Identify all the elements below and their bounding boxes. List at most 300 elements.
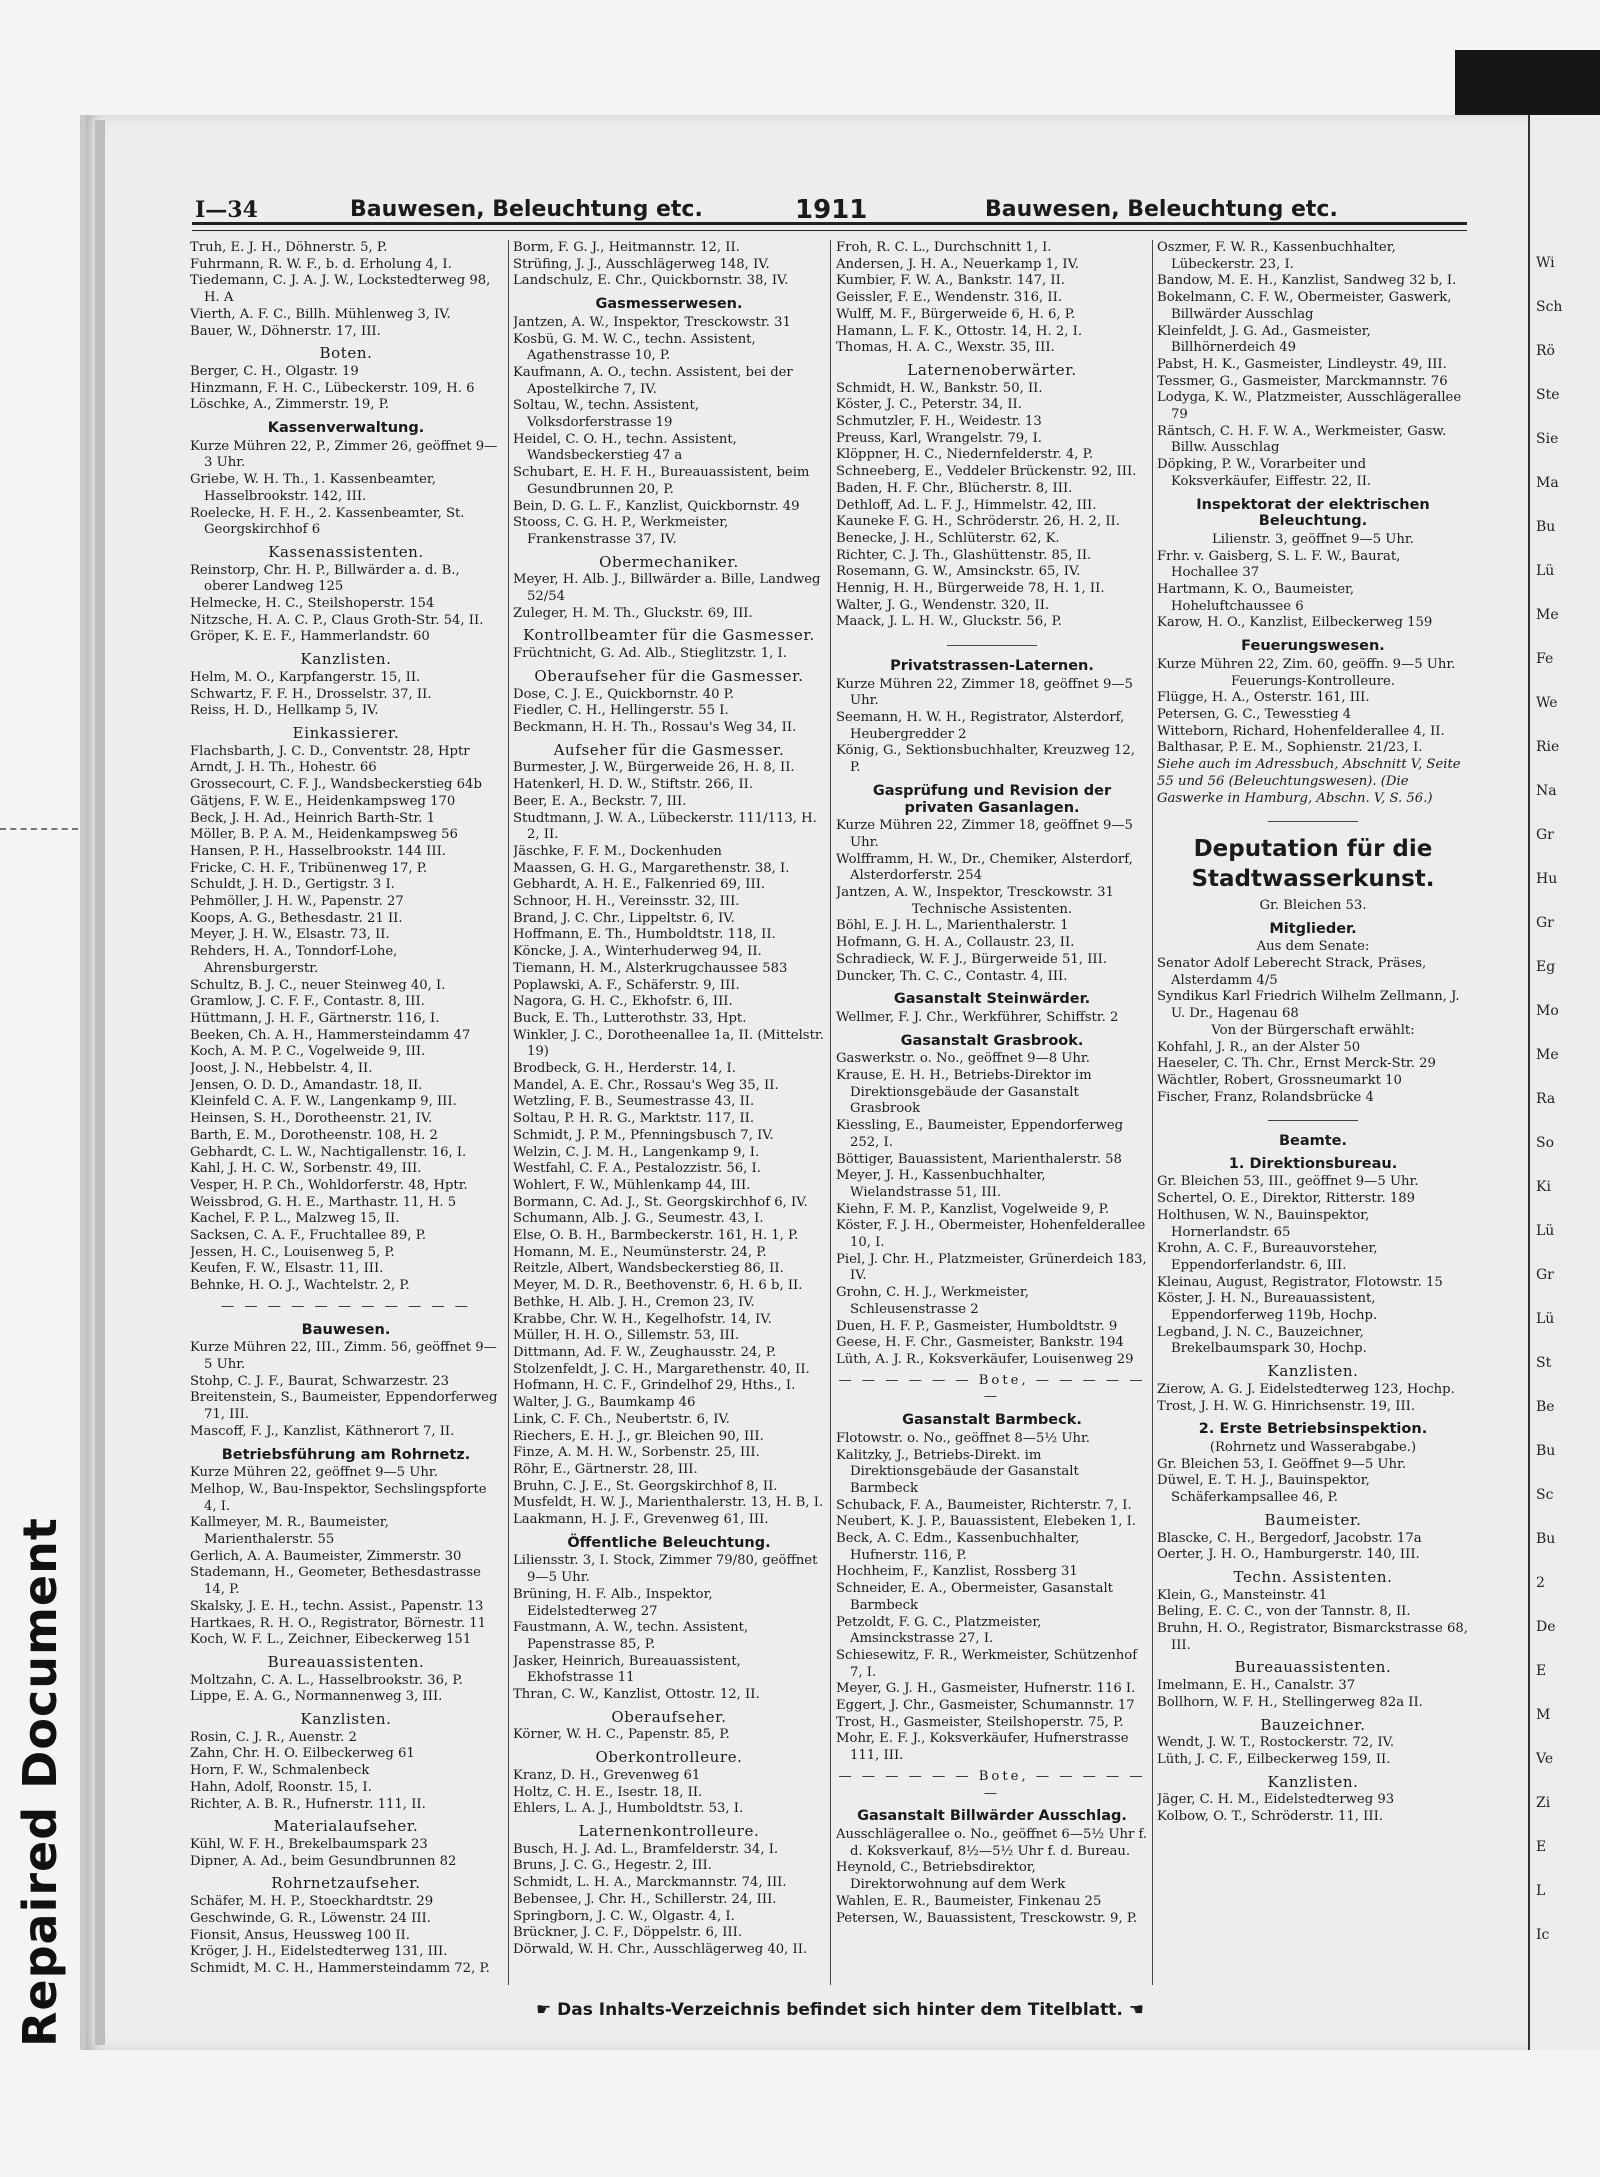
directory-entry: Petzoldt, F. G. C., Platzmeister, Amsinckstrasse 27, I. (836, 1614, 1042, 1647)
adjacent-page-fragment: Ve (1536, 1751, 1554, 1767)
directory-entry: Lodyga, K. W., Platzmeister, Ausschlägerallee 79 (1157, 390, 1462, 423)
centered-line: Feuerungs-Kontrolleure. (1231, 673, 1395, 689)
directory-entry: Tiemann, H. M., Alsterkrugchaussee 583 (513, 960, 788, 976)
adjacent-page-fragment: Fe (1536, 651, 1554, 667)
directory-entry: Meyer, H. Alb. J., Billwärder a. Bille, Landweg 52/54 (513, 572, 821, 605)
fold-mark (0, 828, 78, 830)
directory-entry: Krabbe, Chr. W. H., Kegelhofstr. 14, IV. (513, 1311, 772, 1327)
directory-entry: Kalitzky, J., Betriebs-Direkt. im Direktionsgebäude der Gasanstalt Barmbeck (836, 1447, 1079, 1496)
directory-entry: Hochheim, F., Kanzlist, Rossberg 31 (836, 1564, 1078, 1580)
directory-entry: Koch, A. M. P. C., Vogelweide 9, III. (190, 1044, 426, 1060)
directory-entry: Gr. Bleichen 53, III., geöffnet 9—5 Uhr. (1157, 1174, 1419, 1190)
directory-entry: Lüth, J. C. F., Eilbeckerweg 159, II. (1157, 1751, 1391, 1767)
directory-entry: Schuldt, J. H. D., Gertigstr. 3 I. (190, 877, 395, 893)
section-heading-bold: Feuerungswesen. (1241, 638, 1385, 655)
directory-entry: Stademann, H., Geometer, Bethesdastrasse 14, P. (190, 1565, 481, 1598)
directory-entry: Legband, J. N. C., Bauzeichner, Brekelbaumspark 30, Hochp. (1157, 1324, 1367, 1357)
directory-entry: Bauer, W., Döhnerstr. 17, III. (190, 323, 381, 339)
directory-entry: Böhl, E. J. H. L., Marienthalerstr. 1 (836, 918, 1069, 934)
directory-entry: Schnoor, H. H., Vereinsstr. 32, III. (513, 894, 740, 910)
section-heading: Kanzlisten. (300, 650, 392, 669)
adjacent-page-fragment: Rie (1536, 739, 1560, 755)
directory-entry: Hansen, P. H., Hasselbrookstr. 144 III. (190, 843, 446, 859)
directory-entry: Duen, H. F. P., Gasmeister, Humboldtstr. 9 (836, 1318, 1118, 1334)
directory-entry: Kurze Mühren 22, Zimmer 18, geöffnet 9—5 Uhr. (836, 818, 1133, 850)
directory-entry: Dörwald, W. H. Chr., Ausschlägerweg 40, II. (513, 1941, 808, 1957)
directory-entry: Trost, J. H. W. G. Hinrichsenstr. 19, III. (1157, 1398, 1416, 1414)
directory-entry: Moltzahn, C. A. L., Hasselbrookstr. 36, P. (190, 1672, 463, 1688)
section-heading-bold: Gasanstalt Steinwärder. (893, 991, 1091, 1008)
directory-entry: Müller, H. H. O., Sillemstr. 53, III. (513, 1328, 740, 1344)
directory-entry: Zahn, Chr. H. O. Eilbeckerweg 61 (190, 1746, 415, 1762)
column-divider (508, 240, 509, 1985)
directory-entry: Holthusen, W. N., Bauinspektor, Hornerlandstr. 65 (1157, 1207, 1370, 1240)
footer-note: ☛ Das Inhalts-Verzeichnis befindet sich hinter dem Titelblatt. ☚ (536, 2000, 1144, 2020)
directory-entry: Preuss, Karl, Wrangelstr. 79, I. (836, 430, 1042, 446)
page-binding-edge (95, 120, 105, 2045)
directory-entry: Gaswerkstr. o. No., geöffnet 9—8 Uhr. (836, 1051, 1090, 1067)
directory-entry: Geese, H. F. Chr., Gasmeister, Bankstr. 194 (836, 1335, 1124, 1351)
directory-entry: Borm, F. G. J., Heitmannstr. 12, II. (513, 240, 740, 255)
directory-entry: Stooss, C. G. H. P., Werkmeister, Frankenstrasse 37, IV. (513, 515, 729, 547)
directory-entry: Bruns, J. C. G., Hegestr. 2, III. (513, 1858, 712, 1874)
directory-entry: Kröger, J. H., Eidelstedterweg 131, III. (190, 1944, 448, 1960)
directory-entry: Fiedler, C. H., Hellingerstr. 55 I. (513, 703, 729, 719)
directory-entry: Springborn, J. C. W., Olgastr. 4, I. (513, 1908, 735, 1924)
directory-entry: Reinstorp, Chr. H. P., Billwärder a. d. B., oberer Landweg 125 (190, 562, 460, 595)
directory-entry: Kallmeyer, M. R., Baumeister, Marienthalerstr. 55 (190, 1515, 389, 1548)
directory-entry: Riechers, E. H. J., gr. Bleichen 90, III. (513, 1428, 764, 1444)
directory-entry: Imelmann, E. H., Canalstr. 37 (1157, 1678, 1356, 1694)
section-heading: Boten. (319, 344, 373, 363)
directory-entry: Helm, M. O., Karpfangerstr. 15, II. (190, 669, 421, 685)
directory-entry: Liliensstr. 3, I. Stock, Zimmer 79/80, geöffnet 9—5 Uhr. (513, 1553, 818, 1586)
directory-entry: Gramlow, J. C. F. F., Contastr. 8, III. (190, 994, 425, 1010)
directory-entry: Schwartz, F. F. H., Drosselstr. 37, II. (190, 686, 432, 702)
directory-entry: Haeseler, C. Th. Chr., Ernst Merck-Str. 29 (1157, 1056, 1436, 1072)
directory-entry: Schuback, F. A., Baumeister, Richterstr. 7, I. (836, 1497, 1132, 1513)
dashed-separator: — — — — — — — — — — — (221, 1298, 471, 1314)
directory-entry: Griebe, W. H. Th., 1. Kassenbeamter, Hasselbrookstr. 142, III. (190, 472, 436, 504)
directory-entry: Lüth, A. J. R., Koksverkäufer, Louisenweg 29 (836, 1352, 1134, 1367)
adjacent-page-fragment: Bu (1536, 519, 1556, 535)
directory-entry: Köster, J. H. N., Bureauassistent, Eppendorferweg 119b, Hochp. (1157, 1291, 1378, 1324)
directory-entry: Fionsit, Ansus, Heussweg 100 II. (190, 1927, 410, 1943)
directory-entry: Melhop, W., Bau-Inspektor, Sechslingspforte 4, I. (190, 1481, 487, 1514)
adjacent-page-fragment: Bu (1536, 1443, 1556, 1459)
section-heading: Kanzlisten. (1267, 1362, 1359, 1381)
directory-entry: Winkler, J. C., Dorotheenallee 1a, II. (Mittelstr. 19) (513, 1027, 824, 1060)
section-heading: Materialaufseher. (273, 1817, 419, 1836)
directory-entry: Faustmann, A. W., techn. Assistent, Papenstrasse 85, P. (513, 1620, 749, 1652)
directory-entry: Kohfahl, J. R., an der Alster 50 (1157, 1039, 1361, 1055)
directory-entry: Jessen, H. C., Louisenweg 5, P. (190, 1244, 395, 1260)
section-heading-bold: Gasanstalt Billwärder Ausschlag. (857, 1808, 1127, 1825)
directory-entry: Klein, G., Mansteinstr. 41 (1157, 1587, 1328, 1603)
directory-entry: Weissbrod, G. H. E., Marthastr. 11, H. 5 (190, 1194, 457, 1210)
adjacent-page-fragment: We (1536, 695, 1558, 711)
adjacent-page-fragment: Gr (1536, 827, 1554, 843)
directory-entry: Jensen, O. D. D., Amandastr. 18, II. (190, 1077, 423, 1093)
centered-line: Lilienstr. 3, geöffnet 9—5 Uhr. (1212, 531, 1414, 547)
adjacent-page-fragment: Be (1536, 1399, 1555, 1415)
column-3 (836, 240, 1148, 1985)
directory-entry: Else, O. B. H., Barmbeckerstr. 161, H. 1, P. (513, 1228, 799, 1244)
directory-entry: Hennig, H. H., Bürgerweide 78, H. 1, II. (836, 581, 1105, 597)
directory-entry: Ausschlägerallee o. No., geöffnet 6—5½ Uhr f. d. Koksverkauf, 8½—5½ Uhr f. d. Bureau. (836, 1826, 1148, 1859)
directory-entry: Neubert, K. J. P., Bauassistent, Elebeken 1, I. (836, 1514, 1136, 1530)
directory-entry: Oszmer, F. W. R., Kassenbuchhalter, Lübeckerstr. 23, I. (1157, 240, 1396, 272)
directory-entry: Bormann, C. Ad. J., St. Georgskirchhof 6, IV. (513, 1194, 808, 1210)
directory-entry: Beer, E. A., Beckstr. 7, III. (513, 793, 687, 809)
directory-entry: Oerter, J. H. O., Hamburgerstr. 140, III. (1157, 1547, 1420, 1563)
directory-entry: Mandel, A. E. Chr., Rossau's Weg 35, II. (513, 1077, 779, 1093)
adjacent-page-fragment: Lü (1536, 1223, 1555, 1239)
directory-entry: Zuleger, H. M. Th., Gluckstr. 69, III. (513, 605, 753, 621)
directory-entry: Buck, E. Th., Lutterothstr. 33, Hpt. (513, 1010, 747, 1026)
directory-entry: Berger, C. H., Olgastr. 19 (190, 363, 359, 379)
directory-entry: Trost, H., Gasmeister, Steilshoperstr. 75, P. (836, 1714, 1124, 1730)
directory-entry: Landschulz, E. Chr., Quickbornstr. 38, IV. (513, 273, 789, 289)
directory-entry: Breitenstein, S., Baumeister, Eppendorferweg 71, III. (190, 1390, 498, 1423)
scan-corner (1455, 50, 1600, 120)
section-heading: Oberkontrolleure. (595, 1748, 743, 1767)
directory-entry: Westfahl, C. F. A., Pestalozzistr. 56, I. (513, 1161, 761, 1177)
directory-entry: Flachsbarth, J. C. D., Conventstr. 28, Hptr (190, 743, 470, 759)
repair-stamp-line1: Repaired Document (13, 1517, 67, 2047)
directory-entry: Frhr. v. Gaisberg, S. L. F. W., Baurat, Hochallee 37 (1157, 548, 1401, 581)
directory-entry: Schmidt, L. H. A., Marckmannstr. 74, III. (513, 1875, 787, 1891)
directory-entry: Wellmer, F. J. Chr., Werkführer, Schiffstr. 2 (836, 1009, 1119, 1025)
adjacent-page-fragment: Ma (1536, 475, 1559, 491)
directory-entry: Geschwinde, G. R., Löwenstr. 24 III. (190, 1910, 431, 1926)
directory-entry: Gebhardt, C. L. W., Nachtigallenstr. 16, I. (190, 1144, 467, 1160)
adjacent-page-fragment: Gr (1536, 915, 1554, 931)
directory-entry: Hatenkerl, H. D. W., Stiftstr. 266, II. (513, 777, 754, 793)
directory-entry: Kiessling, E., Baumeister, Eppendorferweg 252, I. (836, 1118, 1124, 1150)
directory-entry: Strüfing, J. J., Ausschlägerweg 148, IV. (513, 256, 770, 272)
directory-entry: Stolzenfeldt, J. C. H., Margarethenstr. 40, II. (513, 1361, 810, 1377)
directory-entry: Hartkaes, R. H. O., Registrator, Börnestr. 11 (190, 1615, 487, 1631)
directory-entry: Bruhn, C. J. E., St. Georgskirchhof 8, II. (513, 1478, 778, 1494)
directory-entry: Kumbier, F. W. A., Bankstr. 147, II. (836, 273, 1065, 289)
directory-entry: Schmidt, M. C. H., Hammersteindamm 72, P. (190, 1960, 490, 1976)
adjacent-page-fragment: Bu (1536, 1531, 1556, 1547)
adjacent-page-fragment: Sch (1536, 299, 1563, 315)
directory-entry: Hüttmann, J. H. F., Gärtnerstr. 116, I. (190, 1010, 440, 1026)
section-heading-bold: 1. Direktionsbureau. (1228, 1155, 1398, 1172)
directory-entry: Reiss, H. D., Hellkamp 5, IV. (190, 703, 379, 719)
directory-entry: Keufen, F. W., Elsastr. 11, III. (190, 1261, 384, 1277)
directory-entry: Gröper, K. E. F., Hammerlandstr. 60 (190, 629, 430, 645)
directory-entry: Fricke, C. H. F., Tribünenweg 17, P. (190, 860, 428, 876)
column-divider (830, 240, 831, 1985)
directory-entry: Kleinfeldt, J. G. Ad., Gasmeister, Billhörnerdeich 49 (1157, 323, 1371, 356)
centered-line: Technische Assistenten. (911, 901, 1073, 917)
adjacent-page (1528, 115, 1600, 2050)
directory-entry: Koch, W. F. L., Zeichner, Eibeckerweg 151 (190, 1632, 472, 1648)
adjacent-page-fragment: Ic (1536, 1927, 1550, 1943)
directory-entry: Walter, J. G., Baumkamp 46 (513, 1395, 696, 1411)
directory-entry: Beckmann, H. H. Th., Rossau's Weg 34, II. (513, 719, 797, 735)
header-rule-thin (192, 230, 1467, 231)
section-heading: Bureauassistenten. (1234, 1658, 1392, 1677)
adjacent-page-fragment: M (1536, 1707, 1551, 1723)
directory-entry: Soltau, W., techn. Assistent, Volksdorferstrasse 19 (513, 398, 700, 431)
directory-entry: Kurze Mühren 22, geöffnet 9—5 Uhr. (190, 1465, 438, 1481)
directory-entry: König, G., Sektionsbuchhalter, Kreuzweg 12, P. (836, 743, 1135, 776)
section-heading: Laternenkontrolleure. (578, 1821, 760, 1840)
directory-entry: Köncke, J. A., Winterhuderweg 94, II. (513, 944, 762, 960)
directory-entry: Arndt, J. H. Th., Hohestr. 66 (190, 760, 377, 776)
directory-entry: Eggert, J. Chr., Gasmeister, Schumannstr. 17 (836, 1698, 1135, 1714)
directory-entry: Karow, H. O., Kanzlist, Eilbeckerweg 159 (1157, 615, 1433, 631)
directory-entry: Meyer, J. H. W., Elsastr. 73, II. (190, 927, 390, 943)
directory-entry: Dittmann, Ad. F. W., Zeughausstr. 24, P. (513, 1345, 777, 1360)
directory-entry: Holtz, C. H. E., Isestr. 18, II. (513, 1784, 703, 1800)
directory-entry: Nitzsche, H. A. C. P., Claus Groth-Str. 54, II. (190, 612, 484, 628)
section-heading: Obermechaniker. (599, 552, 739, 571)
directory-entry: Behnke, H. O. J., Wachtelstr. 2, P. (190, 1278, 410, 1294)
column-2 (513, 240, 825, 1985)
section-heading-bold: Betriebsführung am Rohrnetz. (221, 1446, 471, 1463)
directory-entry: Burmester, J. W., Bürgerweide 26, H. 8, II. (513, 760, 795, 776)
directory-entry: Kahl, J. H. C. W., Sorbenstr. 49, III. (190, 1161, 422, 1177)
directory-entry: Kurze Mühren 22, P., Zimmer 26, geöffnet 9—3 Uhr. (190, 438, 498, 471)
directory-entry: Gerlich, A. A. Baumeister, Zimmerstr. 30 (190, 1548, 462, 1564)
directory-entry: Rosemann, G. W., Amsinckstr. 65, IV. (836, 564, 1081, 580)
directory-entry: Musfeldt, H. W. J., Marienthalerstr. 13, H. B, I. (513, 1495, 824, 1511)
directory-entry: Busch, H. J. Ad. L., Bramfelderstr. 34, I. (513, 1841, 779, 1857)
directory-entry: Beck, A. C. Edm., Kassenbuchhalter, Hufnerstr. 116, P. (836, 1531, 1080, 1563)
directory-entry: Köster, F. J. H., Obermeister, Hohenfelderallee 10, I. (836, 1218, 1146, 1251)
adjacent-page-fragment: Gr (1536, 1267, 1554, 1283)
directory-entry: Röhr, E., Gärtnerstr. 28, III. (513, 1461, 698, 1477)
section-heading-bold: Privatstrassen-Laternen. (890, 657, 1094, 674)
adjacent-page-fragment: Ra (1536, 1091, 1556, 1107)
directory-entry: Jantzen, A. W., Inspektor, Tresckowstr. 31 (836, 885, 1114, 901)
adjacent-page-fragment: Me (1536, 607, 1559, 623)
adjacent-page-fragment: Mo (1536, 1003, 1559, 1019)
section-heading: Rohrnetzaufseher. (271, 1874, 421, 1893)
section-heading-bold: Gasanstalt Grasbrook. (900, 1032, 1084, 1049)
directory-entry: Koops, A. G., Bethesdastr. 21 II. (190, 910, 403, 926)
directory-entry: Joost, J. N., Hebbelstr. 4, II. (190, 1061, 373, 1077)
directory-entry: Dose, C. J. E., Quickbornstr. 40 P. (513, 686, 735, 702)
directory-entry: Rehders, H. A., Tonndorf-Lohe, Ahrensburgerstr. (190, 944, 398, 976)
separator (1157, 811, 1469, 828)
directory-entry: Jasker, Heinrich, Bureauassistent, Ekhofstrasse 11 (513, 1653, 741, 1686)
directory-entry: Wohlert, F. W., Mühlenkamp 44, III. (513, 1177, 751, 1193)
header-year: 1911 (795, 195, 868, 225)
directory-entry: Beling, E. C. C., von der Tannstr. 8, II. (1157, 1604, 1411, 1620)
directory-entry: Meyer, M. D. R., Beethovenstr. 6, H. 6 b, II. (513, 1278, 803, 1294)
adjacent-page-fragment: So (1536, 1135, 1555, 1151)
directory-entry: Benecke, J. H., Schlüterstr. 62, K. (836, 530, 1060, 546)
page-number: I—34 (195, 197, 258, 223)
directory-entry: Witteborn, Richard, Hohenfelderallee 4, II. (1157, 723, 1445, 739)
directory-entry: Welzin, C. J. M. H., Langenkamp 9, I. (513, 1144, 760, 1160)
directory-entry: Brüning, H. F. Alb., Inspektor, Eidelstedterweg 27 (513, 1586, 713, 1619)
directory-entry: Piel, J. Chr. H., Platzmeister, Grünerdeich 183, IV. (836, 1251, 1147, 1284)
directory-entry: Köster, J. C., Peterstr. 34, II. (836, 397, 1022, 413)
directory-entry: Finze, A. M. H. W., Sorbenstr. 25, III. (513, 1445, 760, 1461)
section-heading: Bauzeichner. (1260, 1715, 1366, 1734)
directory-entry: Fuhrmann, R. W. F., b. d. Erholung 4, I. (190, 256, 452, 272)
directory-entry: Klöppner, H. C., Niedernfelderstr. 4, P. (836, 447, 1094, 463)
directory-entry: Petersen, W., Bauassistent, Tresckowstr. 9, P. (836, 1910, 1138, 1926)
directory-entry: Jantzen, A. W., Inspektor, Tresckowstr. 31 (513, 314, 791, 330)
directory-entry: Kleinfeld C. A. F. W., Langenkamp 9, III. (190, 1094, 457, 1110)
directory-entry: Syndikus Karl Friedrich Wilhelm Zellmann, J. U. Dr., Hagenau 68 (1157, 989, 1460, 1022)
directory-entry: Roelecke, H. F. H., 2. Kassenbeamter, St. Georgskirchhof 6 (190, 505, 465, 538)
directory-entry: Körner, W. H. C., Papenstr. 85, P. (513, 1727, 730, 1743)
adjacent-page-fragment: St (1536, 1355, 1552, 1371)
dashed-separator: — — — — — — Bote, — — — — — — (838, 1768, 1146, 1801)
directory-entry: Rosin, C. J. R., Auenstr. 2 (190, 1729, 357, 1745)
centered-line: Gr. Bleichen 53. (1259, 897, 1367, 913)
directory-entry: Schertel, O. E., Direktor, Ritterstr. 189 (1157, 1191, 1416, 1207)
directory-entry: Brodbeck, G. H., Herderstr. 14, I. (513, 1061, 736, 1077)
directory-entry: Vesper, H. P. Ch., Wohldorferstr. 48, Hptr. (190, 1177, 468, 1193)
separator (1157, 1110, 1469, 1127)
directory-entry: Richter, C. J. Th., Glashüttenstr. 85, II. (836, 547, 1092, 563)
directory-entry: Schneider, E. A., Obermeister, Gasanstalt Barmbeck (836, 1581, 1113, 1613)
section-heading: Kassenassistenten. (268, 542, 424, 561)
section-heading: Einkassierer. (292, 723, 400, 742)
directory-entry: Kurze Mühren 22, Zim. 60, geöffn. 9—5 Uhr. (1157, 656, 1456, 672)
directory-entry: Kosbü, G. M. W. C., techn. Assistent, Agathenstrasse 10, P. (513, 331, 756, 364)
directory-entry: Meyer, G. J. H., Gasmeister, Hufnerstr. 116 I. (836, 1681, 1136, 1697)
dashed-separator: — — — — — — Bote, — — — — — — (838, 1372, 1146, 1405)
directory-entry: Wetzling, F. B., Seumestrasse 43, II. (513, 1094, 755, 1110)
directory-entry: Kachel, F. P. L., Malzweg 15, II. (190, 1211, 400, 1227)
directory-entry: Schultz, B. J. C., neuer Steinweg 40, I. (190, 977, 446, 993)
separator (836, 635, 1148, 652)
directory-entry: Lippe, E. A. G., Normannenweg 3, III. (190, 1689, 443, 1705)
centered-line: Aus dem Senate: (1256, 939, 1370, 955)
directory-entry: Schubart, E. H. F. H., Bureauassistent, beim Gesundbrunnen 20, P. (513, 465, 810, 497)
directory-entry: Nagora, G. H. C., Ekhofstr. 6, III. (513, 994, 733, 1010)
directory-entry: Flotowstr. o. No., geöffnet 8—5½ Uhr. (836, 1430, 1090, 1446)
directory-entry: Heinsen, S. H., Dorotheenstr. 21, IV. (190, 1111, 433, 1127)
directory-entry: Früchtnicht, G. Ad. Alb., Stieglitzstr. 1, I. (513, 646, 787, 662)
centered-line: (Rohrnetz und Wasserabgabe.) (1209, 1440, 1417, 1455)
directory-entry: Gebhardt, A. H. E., Falkenried 69, III. (513, 877, 766, 893)
directory-entry: Krause, E. H. H., Betriebs-Direktor im Direktionsgebäude der Gasanstalt Grasbrook (836, 1068, 1092, 1117)
directory-entry: Döpking, P. W., Vorarbeiter und Koksverkäufer, Eiffestr. 22, II. (1157, 457, 1372, 489)
directory-entry: Seemann, H. W. H., Registrator, Alsterdorf, Heubergredder 2 (836, 709, 1125, 742)
directory-entry: Kleinau, August, Registrator, Flotowstr. 15 (1157, 1274, 1443, 1290)
adjacent-page-fragment: Rö (1536, 343, 1555, 359)
section-heading-bold: Inspektorat der elektrischen Beleuchtung. (1196, 496, 1430, 530)
directory-entry: Homann, M. E., Neumünsterstr. 24, P. (513, 1244, 767, 1260)
directory-entry: Tiedemann, C. J. A. J. W., Lockstedterweg 98, H. A (190, 273, 491, 306)
adjacent-page-fragment: De (1536, 1619, 1556, 1635)
directory-entry: Vierth, A. F. C., Billh. Mühlenweg 3, IV. (190, 306, 451, 322)
directory-entry: Brückner, J. C. F., Döppelstr. 6, III. (513, 1925, 743, 1941)
directory-entry: Helmecke, H. C., Steilshoperstr. 154 (190, 596, 435, 612)
directory-entry: Hahn, Adolf, Roonstr. 15, I. (190, 1779, 372, 1795)
directory-entry: Schäfer, M. H. P., Stoeckhardtstr. 29 (190, 1894, 434, 1910)
directory-entry: Pehmöller, J. H. W., Papenstr. 27 (190, 894, 404, 910)
directory-entry: Maack, J. L. H. W., Gluckstr. 56, P. (836, 614, 1062, 630)
directory-entry: Senator Adolf Leberecht Strack, Präses, Alsterdamm 4/5 (1157, 956, 1427, 988)
directory-entry: Thomas, H. A. C., Wexstr. 35, III. (836, 340, 1055, 356)
section-heading: Kontrollbeamter für die Gasmesser. (523, 626, 815, 645)
header-title-right: Bauwesen, Beleuchtung etc. (985, 197, 1338, 222)
directory-entry: Heidel, C. O. H., techn. Assistent, Wandsbeckerstieg 47 a (513, 431, 737, 464)
directory-entry: Geissler, F. E., Wendenstr. 316, II. (836, 290, 1063, 306)
directory-entry: Mohr, E. F. J., Koksverkäufer, Hufnerstrasse 111, III. (836, 1731, 1129, 1764)
adjacent-page-fragment: Lü (1536, 563, 1555, 579)
directory-entry: Krohn, A. C. F., Bureauvorsteher, Eppendorferlandstr. 6, III. (1157, 1241, 1378, 1273)
directory-entry: Wendt, J. W. T., Rostockerstr. 72, IV. (1157, 1735, 1395, 1751)
directory-entry: Bebensee, J. Chr. H., Schillerstr. 24, III. (513, 1891, 777, 1907)
directory-entry: Kranz, D. H., Grevenweg 61 (513, 1767, 701, 1783)
directory-entry: Hinzmann, F. H. C., Lübeckerstr. 109, H. 6 (190, 380, 475, 396)
directory-entry: Hamann, L. F. K., Ottostr. 14, H. 2, I. (836, 323, 1083, 339)
directory-entry: Tessmer, G., Gasmeister, Marckmannstr. 76 (1157, 373, 1448, 389)
section-heading-bold: Kassenverwaltung. (267, 420, 425, 437)
directory-entry: Link, C. F. Ch., Neubertstr. 6, IV. (513, 1411, 730, 1427)
directory-entry: Soltau, P. H. R. G., Marktstr. 117, II. (513, 1111, 755, 1127)
column-divider (1152, 240, 1153, 1985)
directory-entry: Blascke, C. H., Bergedorf, Jacobstr. 17a (1157, 1530, 1422, 1546)
adjacent-page-fragment: Me (1536, 1047, 1559, 1063)
adjacent-page-fragment: 2 (1536, 1575, 1545, 1591)
directory-entry: Baden, H. F. Chr., Blücherstr. 8, III. (836, 480, 1073, 496)
header-rule-thick (192, 222, 1467, 225)
directory-entry: Thran, C. W., Kanzlist, Ottostr. 12, II. (513, 1687, 760, 1703)
section-heading-bold: Bauwesen. (301, 1321, 391, 1338)
directory-entry: Pabst, H. K., Gasmeister, Lindleystr. 49, III. (1157, 356, 1447, 372)
directory-entry: Schiesewitz, F. R., Werkmeister, Schützenhof 7, I. (836, 1647, 1138, 1680)
adjacent-page-fragment: L (1536, 1883, 1546, 1899)
directory-entry: Wahlen, E. R., Baumeister, Finkenau 25 (836, 1893, 1102, 1909)
directory-entry: Mascoff, F. J., Kanzlist, Käthnerort 7, II. (190, 1423, 455, 1439)
directory-entry: Dipner, A. Ad., beim Gesundbrunnen 82 (190, 1853, 457, 1869)
directory-entry: Flügge, H. A., Osterstr. 161, III. (1157, 690, 1370, 706)
adjacent-page-fragment: E (1536, 1839, 1547, 1855)
section-heading: Oberaufseher für die Gasmesser. (534, 666, 804, 685)
directory-entry: Duncker, Th. C. C., Contastr. 4, III. (836, 968, 1068, 984)
section-heading-bold: Gasmesserwesen. (595, 296, 743, 313)
directory-entry: Möller, B. P. A. M., Heidenkampsweg 56 (190, 827, 458, 843)
adjacent-page-fragment: Wi (1536, 255, 1555, 271)
adjacent-page-fragment: Zi (1536, 1795, 1551, 1811)
directory-entry: Poplawski, A. F., Schäferstr. 9, III. (513, 977, 740, 993)
directory-entry: Hoffmann, E. Th., Humboldtstr. 118, II. (513, 927, 776, 943)
directory-entry: Wächtler, Robert, Grossneumarkt 10 (1157, 1072, 1402, 1088)
directory-entry: Gr. Bleichen 53, I. Geöffnet 9—5 Uhr. (1157, 1456, 1407, 1472)
directory-entry: Andersen, J. H. A., Neuerkamp 1, IV. (836, 256, 1079, 272)
department-title: Deputation für die Stadtwasserkunst. (1191, 835, 1435, 892)
directory-entry: Kolbow, O. T., Schröderstr. 11, III. (1157, 1809, 1383, 1825)
directory-entry: Bokelmann, C. F. W., Obermeister, Gaswerk, Billwärder Ausschlag (1157, 290, 1452, 322)
directory-entry: Kurze Mühren 22, III., Zimm. 56, geöffnet 9—5 Uhr. (190, 1340, 497, 1372)
directory-entry: Böttiger, Bauassistent, Marienthalerstr. 58 (836, 1151, 1122, 1167)
header-title-left: Bauwesen, Beleuchtung etc. (350, 197, 703, 222)
directory-entry: Gätjens, F. W. E., Heidenkampsweg 170 (190, 793, 456, 809)
section-heading: Aufseher für die Gasmesser. (553, 740, 785, 759)
section-heading: Oberaufseher. (611, 1707, 727, 1726)
directory-entry: Laakmann, H. J. F., Grevenweg 61, III. (513, 1512, 769, 1528)
section-heading: Baumeister. (1264, 1510, 1362, 1529)
directory-entry: Hofmann, G. H. A., Collaustr. 23, II. (836, 935, 1075, 951)
directory-entry: Kurze Mühren 22, Zimmer 18, geöffnet 9—5 Uhr. (836, 676, 1133, 709)
adjacent-page-fragment: Lü (1536, 1311, 1555, 1327)
